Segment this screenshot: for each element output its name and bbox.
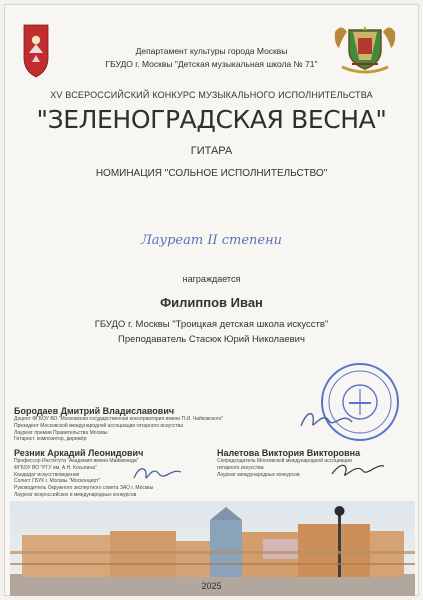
signatory-line: Лауреат международных конкурсов (217, 471, 300, 478)
signatory-line: Гитарист, композитор, дирижёр (14, 436, 87, 443)
signatory-borodaev (14, 406, 314, 443)
signatory-line: Лауреат всероссийских и международных конкурсов (14, 491, 137, 498)
signatory-name: Налетова Виктория Викторовна (217, 448, 361, 458)
signatory-line: ФГБОУ ВО "РГУ им. А.Н. Косыгина" (14, 464, 97, 471)
signature-naletova (329, 456, 387, 482)
signatory-name: Бородаев Дмитрий Владиславович (14, 406, 175, 416)
signatory-line: Руководитель Окружного экспертного совета ЗАО г. Москвы (14, 485, 154, 492)
award-title: Лауреат II степени (140, 233, 283, 248)
recipient-name: Филиппов Иван (160, 295, 263, 310)
signatory-line: Доцент ФГБОУ ВО "Московская государственная консерватория имени П.И. Чайковского" (14, 416, 224, 422)
signatory-line: Солист ГБУК г. Москвы "Москонцерт" (14, 478, 101, 485)
signatory-line: Сопредседатель Московской международной ассоциации (217, 458, 352, 464)
school-title: ГБУДО г. Москвы "Детская музыкальная школа № 71" (105, 59, 318, 69)
contest-title: XV ВСЕРОССИЙСКИЙ КОНКУРС МУЗЫКАЛЬНОГО ИСПОЛНИТЕЛЬСТВА (50, 90, 373, 100)
year-label: 2025 (201, 581, 222, 591)
diploma-page (4, 4, 419, 596)
signature-reznik (130, 460, 186, 486)
signatory-line: Лауреат премии Правительства Москвы (14, 429, 108, 436)
signatory-line: Профессор Института "Академия имени Маймонида" (14, 458, 139, 464)
recipient-teacher: Преподаватель Стасюк Юрий Николаевич (118, 334, 305, 345)
instrument-label: ГИТАРА (190, 145, 233, 157)
signatory-line: Президент Московской международной ассоциации гитарного искусства (14, 422, 184, 429)
awarded-text: награждается (182, 274, 241, 284)
signatory-line: гитарного искусства (217, 464, 264, 471)
signatory-name: Резник Аркадий Леонидович (14, 448, 144, 458)
festival-title: "ЗЕЛЕНОГРАДСКАЯ ВЕСНА" (36, 105, 387, 134)
signatory-line: Кандидат искусствоведения (14, 471, 80, 478)
zelenograd-coat-of-arms-icon (327, 20, 403, 82)
department-title: Департамент культуры города Москвы (135, 46, 288, 56)
nomination-label: НОМИНАЦИЯ "СОЛЬНОЕ ИСПОЛНИТЕЛЬСТВО" (95, 168, 328, 179)
recipient-organization: ГБУДО г. Москвы "Троицкая детская школа искусств" (94, 319, 329, 330)
